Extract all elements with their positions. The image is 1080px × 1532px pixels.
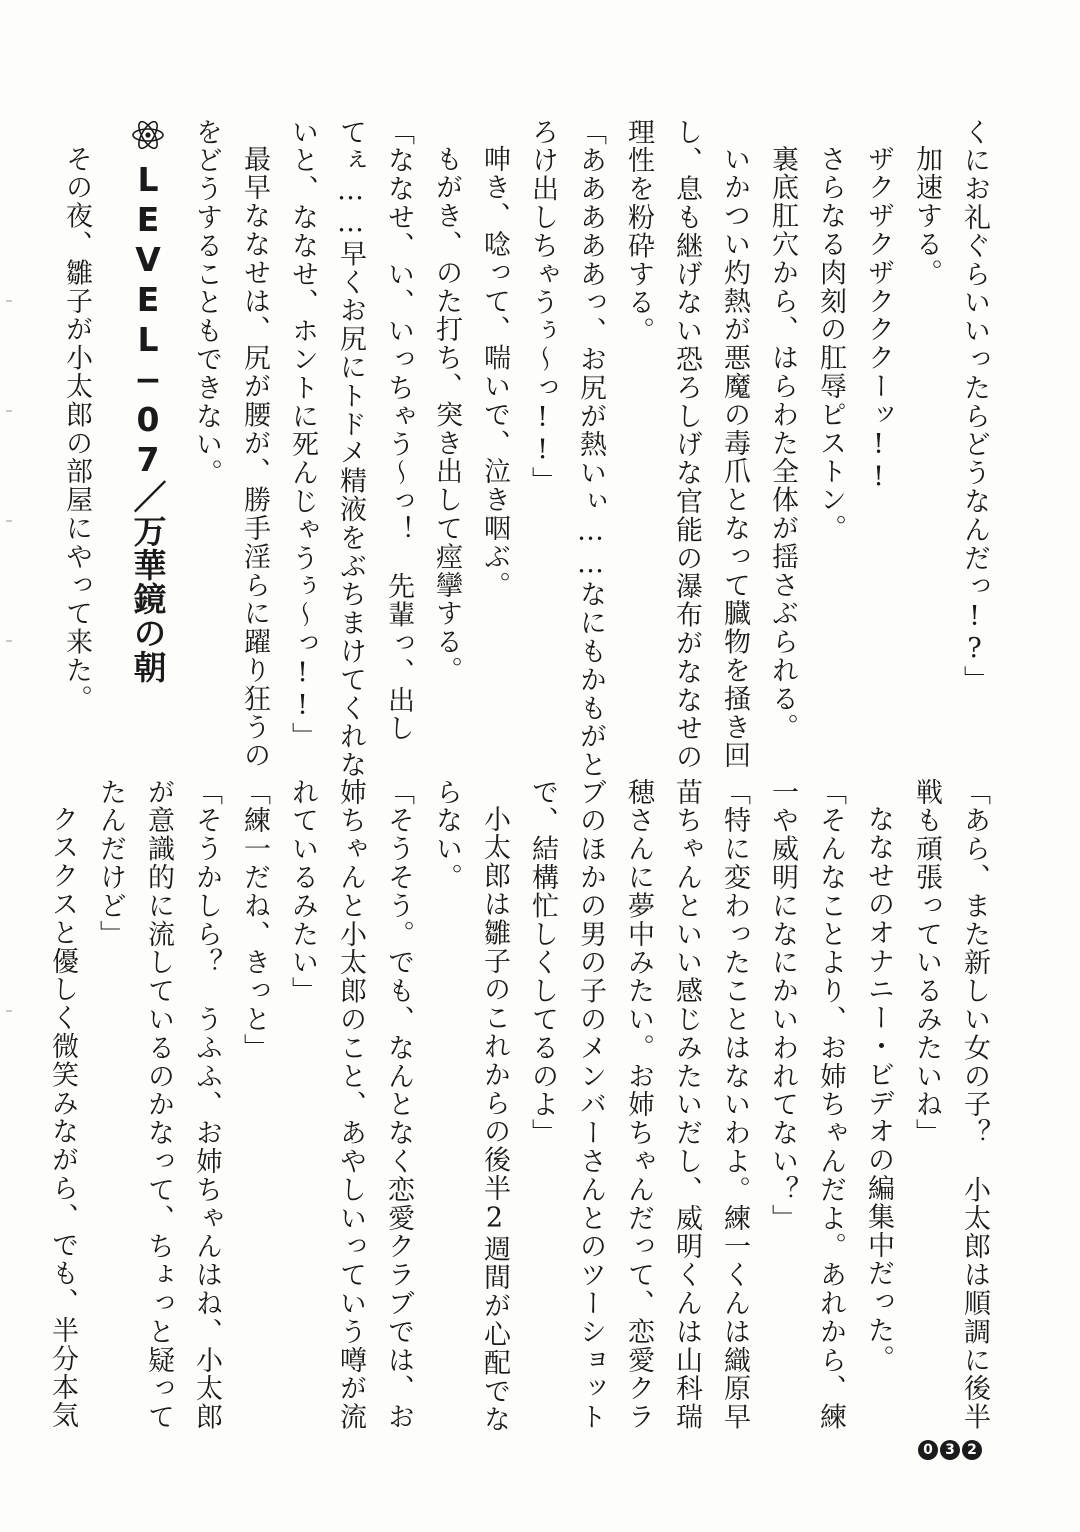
text-column: たんだけど」 (95, 778, 126, 949)
text-column: ブのほかの男の子のメンバーさんとのツーショット (575, 778, 606, 1432)
text-column: 戦も頑張っているみたいね」 (911, 778, 942, 1148)
page-number (918, 1440, 982, 1460)
text-column: もがき、のた打ち、突き出して痙攣する。 (431, 145, 462, 685)
text-column: 一や威明になにかいわれてない？」 (767, 778, 798, 1233)
text-column: 加速する。 (911, 145, 942, 287)
text-column: さらなる肉刻の肛辱ピストン。 (815, 145, 846, 543)
text-column: クスクスと優しく微笑みながら、でも、半分本気 (47, 805, 78, 1430)
text-column: をどうすることもできない。 (191, 118, 222, 488)
text-column: 「あああああっ、お尻が熱いぃ……なにもかもがと (575, 118, 606, 780)
text-column: 小太郎は雛子のこれからの後半2週間が心配でな (479, 805, 510, 1434)
text-column: 「あら、また新しい女の子？ 小太郎は順調に後半 (959, 778, 990, 1432)
scan-mark (6, 410, 12, 412)
text-column: ザクザクザクククーッ!! (863, 145, 894, 494)
text-column: らない。 (431, 778, 462, 892)
text-column: 「そんなことより、お姉ちゃんだよ。あれから、練 (815, 778, 846, 1432)
text-column: で、結構忙しくしてるのよ」 (527, 778, 558, 1148)
text-column: てぇ……早くお尻にトドメ精液をぶちまけてくれな (335, 118, 366, 780)
text-column: が意識的に流しているのかなって、ちょっと疑って (143, 778, 174, 1432)
text-column: 「そうそう。でも、なんとなく恋愛クラブでは、お (383, 778, 414, 1432)
text-column: 姉ちゃんと小太郎のこと、あやしいっていう噂が流 (335, 778, 366, 1432)
text-column: し、息も継げない恐ろしげな官能の瀑布がななせの (671, 118, 702, 772)
chapter-heading (130, 118, 166, 684)
scan-mark (6, 640, 12, 642)
text-column: 苗ちゃんといい感じみたいだし、威明くんは山科瑞 (671, 778, 702, 1432)
page-number-digit: 3 (940, 1440, 960, 1460)
text-column: 「特に変わったことはないわよ。練一くんは織原早 (719, 778, 750, 1432)
text-column: 「ななせ、い、いっちゃう〜っ！ 先輩っ、出し (383, 118, 414, 743)
text-column: くにお礼ぐらいいったらどうなんだっ!?」 (959, 118, 990, 694)
lower-text-block (47, 778, 990, 1434)
text-column: 「練一だね、きっと」 (239, 778, 270, 1062)
text-column: 裏底肛穴から、はらわた全体が揺さぶられる。 (767, 145, 798, 742)
text-column: いと、ななせ、ホントに死んじゃうぅ〜っ!!」 (287, 118, 318, 751)
page-number-digit: 2 (962, 1440, 982, 1460)
text-column: 呻き、唸って、喘いで、泣き咽ぶ。 (479, 145, 510, 600)
upper-text-block (61, 118, 990, 780)
text-column: 「そうかしら？ うふふ、お姉ちゃんはね、小太郎 (191, 778, 222, 1432)
text-column: その夜、雛子が小太郎の部屋にやって来た。 (61, 145, 92, 713)
chapter-title: LEVEL−07／万華鏡の朝 (128, 160, 168, 684)
scan-mark (6, 520, 12, 522)
text-column: れているみたい」 (287, 778, 318, 1006)
text-column: 最早ななせは、尻が腰が、勝手淫らに躍り狂うの (239, 145, 270, 770)
atom-icon (131, 118, 165, 152)
text-column: ろけ出しちゃうぅ〜っ!!」 (527, 118, 558, 496)
scan-mark (6, 1010, 12, 1012)
text-column: 理性を粉砕する。 (623, 118, 654, 346)
text-column: 穂さんに夢中みたい。お姉ちゃんだって、恋愛クラ (623, 778, 654, 1432)
scan-mark (6, 300, 12, 302)
text-column: いかつい灼熱が悪魔の毒爪となって臓物を掻き回 (719, 145, 750, 770)
page-number-digit: 0 (918, 1440, 938, 1460)
text-column: ななせのオナニー・ビデオの編集中だった。 (863, 805, 894, 1373)
